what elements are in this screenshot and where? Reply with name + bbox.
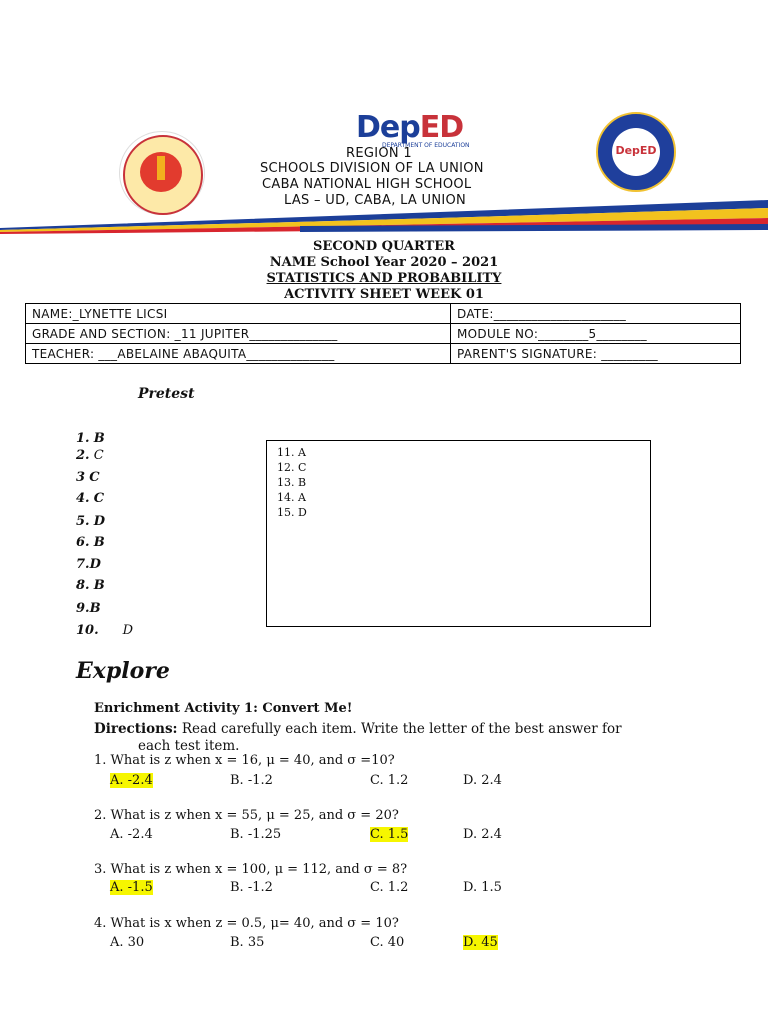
q1-option-a: A. -2.4 <box>110 773 153 788</box>
pretest-answer-box <box>266 440 651 627</box>
explore-heading: Explore <box>76 658 170 684</box>
directions-continued: each test item. <box>138 738 240 754</box>
activity-sheet-title: ACTIVITY SHEET WEEK 01 <box>284 287 484 302</box>
q3-option-c: C. 1.2 <box>370 880 409 895</box>
grade-section-field: GRADE AND SECTION: _11 JUPITER______________ <box>26 324 451 344</box>
school-year-title: NAME School Year 2020 – 2021 <box>269 255 499 270</box>
pretest-answer-6: 6. B <box>76 535 105 550</box>
student-info-table <box>25 303 741 364</box>
subject-title: STATISTICS AND PROBABILITY <box>266 271 502 286</box>
q1-option-c: C. 1.2 <box>370 773 409 788</box>
pretest-answer-12: 12. C <box>277 461 307 474</box>
flag-stripe-decoration <box>0 196 768 236</box>
parent-signature-field: PARENT'S SIGNATURE: _________ <box>451 344 741 364</box>
q3-option-a: A. -1.5 <box>110 880 153 895</box>
pretest-answer-14: 14. A <box>277 491 306 504</box>
deped-logo-subtitle: DEPARTMENT OF EDUCATION <box>382 142 470 149</box>
q1-option-b: B. -1.2 <box>230 773 273 788</box>
header-address: LAS – UD, CABA, LA UNION <box>284 193 467 208</box>
q3-option-b: B. -1.2 <box>230 880 273 895</box>
date-field: DATE:_____________________ <box>451 304 741 324</box>
school-seal: DepED <box>596 112 676 192</box>
q2-option-c: C. 1.5 <box>370 827 409 842</box>
module-no-field: MODULE NO:________5________ <box>451 324 741 344</box>
q2-option-a: A. -2.4 <box>110 827 153 842</box>
name-field: NAME:_LYNETTE LICSI <box>26 304 451 324</box>
deped-logo: DepED <box>356 110 464 145</box>
q2-option-b: B. -1.25 <box>230 827 282 842</box>
q2-option-d: D. 2.4 <box>463 827 502 842</box>
pretest-answer-11: 11. A <box>277 446 306 459</box>
header-division: SCHOOLS DIVISION OF LA UNION <box>260 161 484 176</box>
pretest-answer-8: 8. B <box>76 578 105 593</box>
pretest-answer-13: 13. B <box>277 476 307 489</box>
quarter-title: SECOND QUARTER <box>313 239 455 254</box>
pretest-answer-9: 9.B <box>76 601 101 616</box>
q4-option-d: D. 45 <box>463 935 498 950</box>
q3-option-d: D. 1.5 <box>463 880 502 895</box>
pretest-answer-2: 2. C <box>76 448 104 463</box>
pretest-answer-3: 3 C <box>76 470 100 485</box>
header-region: REGION 1 <box>346 146 412 161</box>
q4-option-c: C. 40 <box>370 935 405 950</box>
directions: Directions: Read carefully each item. Write the letter of the best answer for <box>94 721 622 737</box>
question-4: 4. What is x when z = 0.5, μ= 40, and σ = 10? <box>94 916 399 931</box>
q4-option-b: B. 35 <box>230 935 265 950</box>
pretest-answer-15: 15. D <box>277 506 307 519</box>
pretest-answer-1: 1. B <box>76 431 105 446</box>
enrichment-activity-title: Enrichment Activity 1: Convert Me! <box>94 701 353 716</box>
pretest-heading: Pretest <box>138 386 195 402</box>
q1-option-d: D. 2.4 <box>463 773 502 788</box>
pretest-answer-5: 5. D <box>76 514 105 529</box>
pretest-answer-4: 4. C <box>76 491 105 506</box>
pretest-answer-10: 10. D <box>76 623 134 638</box>
q4-option-a: A. 30 <box>110 935 145 950</box>
question-2: 2. What is z when x = 55, μ = 25, and σ = 20? <box>94 808 399 823</box>
pretest-answer-7: 7.D <box>76 557 101 572</box>
question-3: 3. What is z when x = 100, μ = 112, and σ = 8? <box>94 862 408 877</box>
question-1: 1. What is z when x = 16, μ = 40, and σ =10? <box>94 753 395 768</box>
header-school: CABA NATIONAL HIGH SCHOOL <box>262 177 472 192</box>
teacher-field: TEACHER: ___ABELAINE ABAQUITA______________ <box>26 344 451 364</box>
